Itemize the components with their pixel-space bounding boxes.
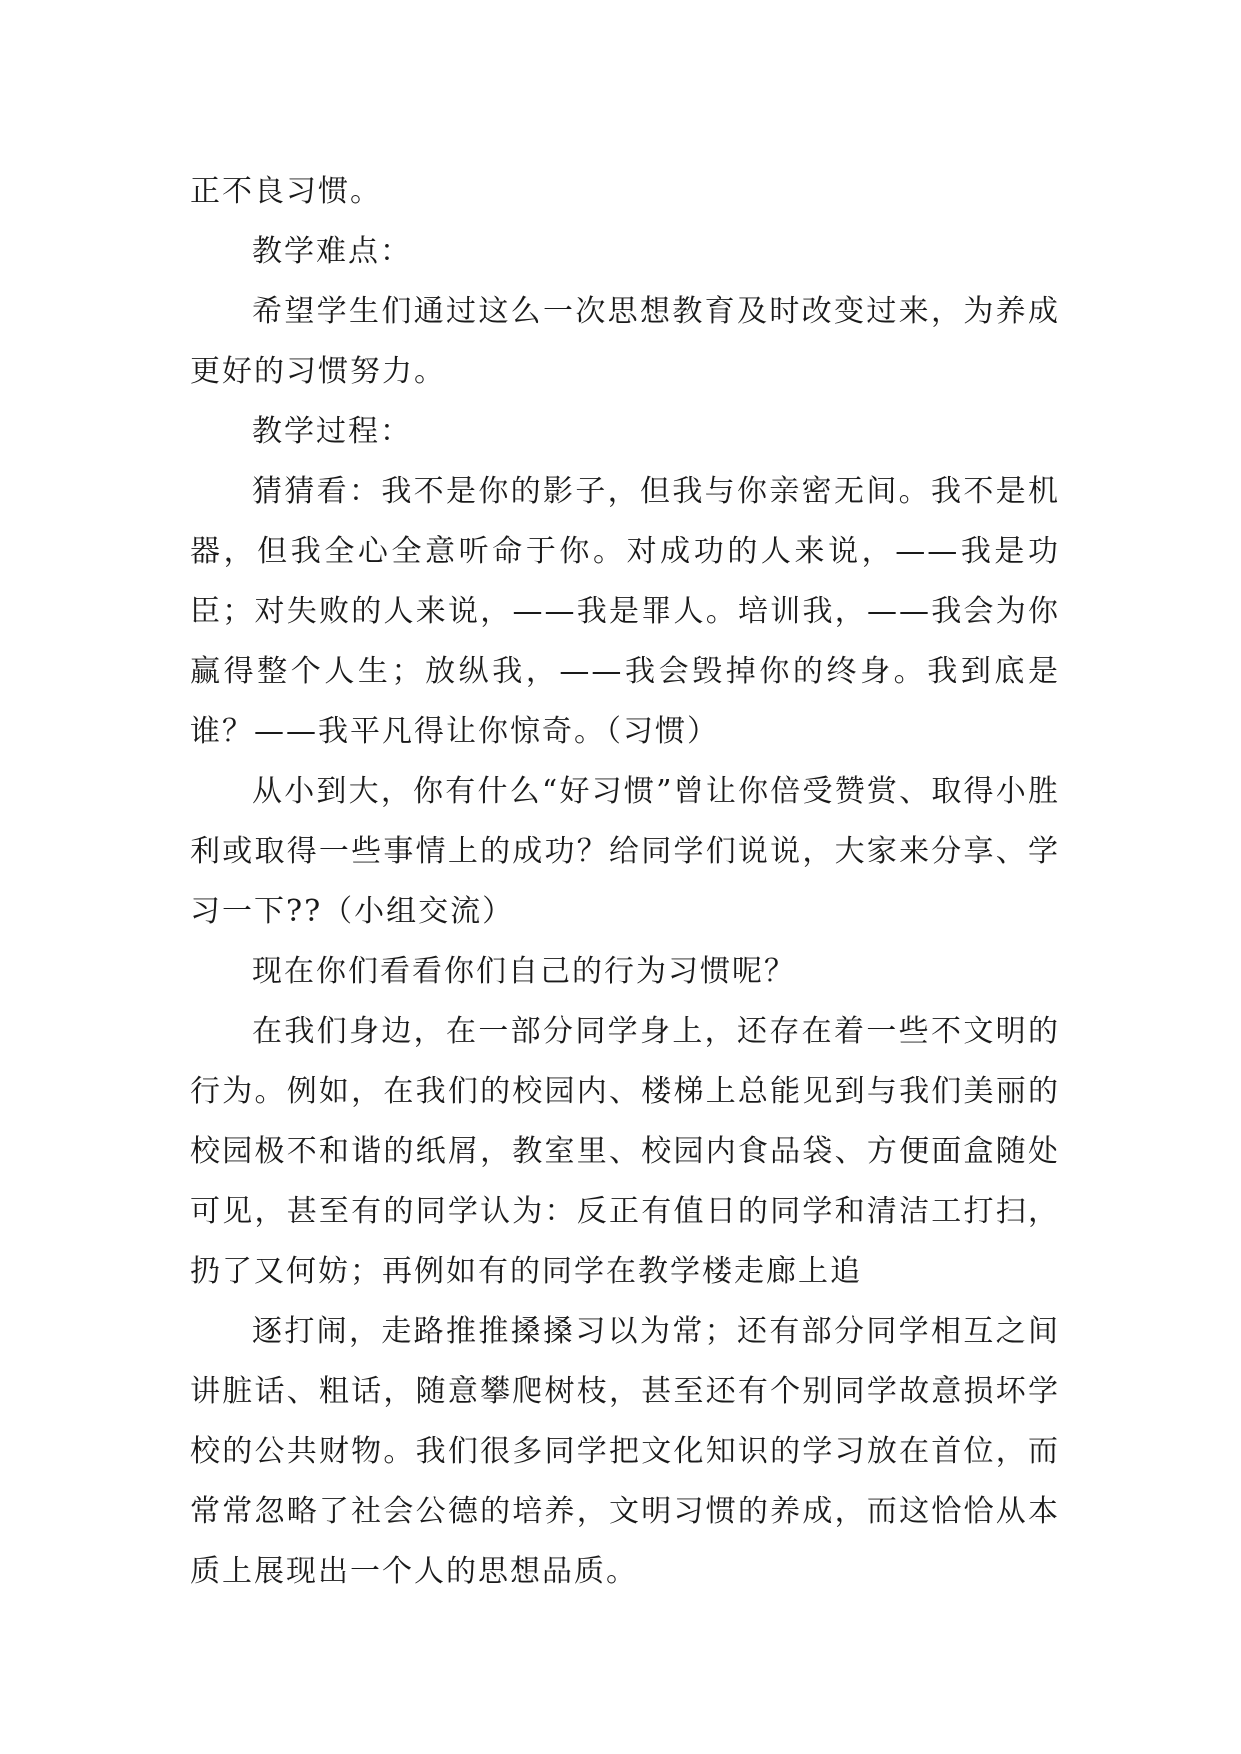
paragraph: 现在你们看看你们自己的行为习惯呢？ (252, 954, 796, 989)
paragraph: 希望学生们通过这么一次思想教育及时改变过来，为养成更好的习惯努力。 (190, 294, 1060, 389)
paragraph: 在我们身边，在一部分同学身上，还存在着一些不文明的行为。例如，在我们的校园内、楼梯上总能见到与我们美丽的校园极不和谐的纸屑，教室里、校园内食品袋、方便面盒随处可见，甚至有的同学认为：反正有值日的同学和清洁工打扫，扔了又何妨；再例如有的同学在教学楼走廊上追 (190, 1014, 1060, 1289)
paragraph: 教学过程： (252, 414, 412, 449)
paragraph: 从小到大，你有什么“好习惯”曾让你倍受赞赏、取得小胜利或取得一些事情上的成功？给同学们说说，大家来分享、学习一下??（小组交流） (190, 774, 1060, 929)
paragraph: 猜猜看：我不是你的影子，但我与你亲密无间。我不是机器，但我全心全意听命于你。对成功的人来说，——我是功臣；对失败的人来说，——我是罪人。培训我，——我会为你赢得整个人生；放纵我，——我会毁掉你的终身。我到底是谁？——我平凡得让你惊奇。（习惯） (190, 474, 1060, 749)
paragraph: 教学难点： (252, 234, 412, 269)
paragraph: 正不良习惯。 (190, 174, 382, 209)
paragraph: 逐打闹，走路推推搡搡习以为常；还有部分同学相互之间讲脏话、粗话，随意攀爬树枝，甚至还有个别同学故意损坏学校的公共财物。我们很多同学把文化知识的学习放在首位，而常常忽略了社会公德的培养，文明习惯的养成，而这恰恰从本质上展现出一个人的思想品质。 (190, 1314, 1060, 1589)
document-body (190, 162, 1060, 1602)
